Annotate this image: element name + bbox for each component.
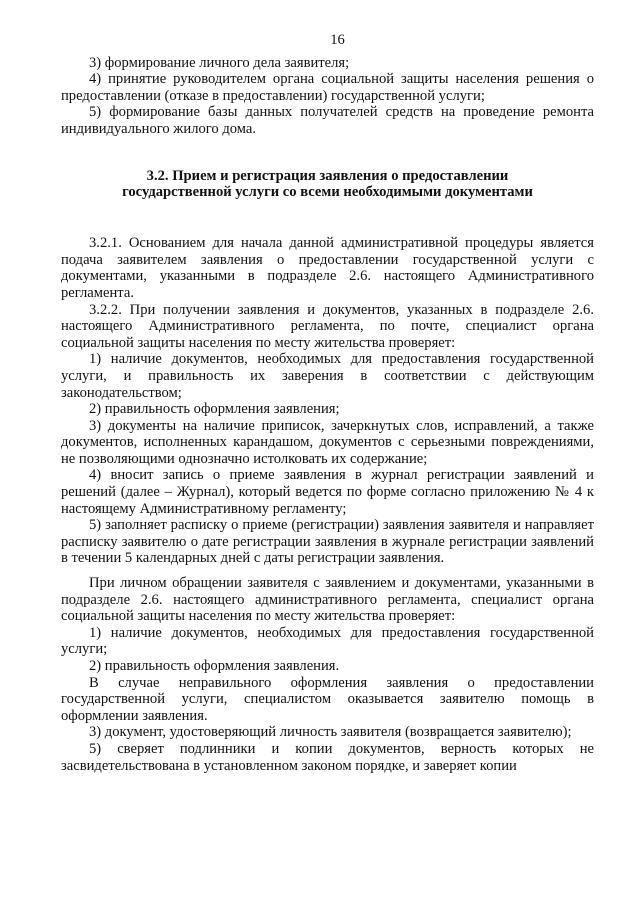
- mail-check-item-2: 2) правильность оформления заявления;: [89, 401, 340, 418]
- mail-check-item-4: 4) вносит запись о приеме заявления в журнал регистрации заявлений и решений (далее – Журнал), который ведется по форме согласно приложению № 4 к настоящему Административному регламенту;: [61, 467, 594, 517]
- section-heading-line-1: 3.2. Прием и регистрация заявления о предоставлении: [146, 167, 509, 184]
- page-number: 16: [330, 32, 345, 48]
- visit-check-item-5: 5) сверяет подлинники и копии документов, верность которых не засвидетельствована в установленном законом порядке, и заверяет копии: [61, 740, 594, 774]
- mail-check-item-5: 5) заполняет расписку о приеме (регистрации) заявления заявителя и направляет расписку заявителю о дате регистрации заявления в журнале регистрации заявлений в течении 5 календарных дней с даты регистрации заявления.: [61, 517, 594, 567]
- section-heading: [61, 168, 594, 202]
- personal-visit-paragraph: При личном обращении заявителя с заявлением и документами, указанными в подразделе 2.6. настоящего административного регламента, специалист органа социальной защиты населения по месту жительства проверяет:: [61, 575, 594, 625]
- intro-item-5: 5) формирование базы данных получателей средств на проведение ремонта индивидуального жилого дома.: [61, 104, 594, 137]
- intro-item-4: 4) принятие руководителем органа социальной защиты населения решения о предоставлении (отказе в предоставлении) государственной услуги;: [61, 71, 594, 104]
- paragraph-3-2-2: 3.2.2. При получении заявления и документов, указанных в подразделе 2.6. настоящего Административного регламента, по почте, специалист органа социальной защиты населения по месту жительства проверяет:: [61, 301, 594, 351]
- mail-check-item-3: 3) документы на наличие приписок, зачеркнутых слов, исправлений, а также документов, исполненных карандашом, документов с серьезными повреждениями, не позволяющими однозначно истолковать их содержание;: [61, 417, 594, 467]
- paragraph-spacer: [61, 567, 594, 575]
- heading-spacer: [61, 201, 594, 235]
- visit-check-item-1: 1) наличие документов, необходимых для предоставления государственной услуги;: [61, 624, 594, 658]
- visit-check-item-2: 2) правильность оформления заявления.: [89, 658, 340, 674]
- mail-check-item-1: 1) наличие документов, необходимых для предоставления государственной услуги, и правильность их заверения в соответствии с действующим законодательством;: [61, 351, 594, 401]
- section-heading-line-2: государственной услуги со всеми необходимыми документами: [122, 184, 533, 201]
- intro-item-3: 3) формирование личного дела заявителя;: [89, 54, 350, 71]
- document-page: [61, 32, 594, 774]
- visit-check-item-3: 3) документ, удостоверяющий личность заявителя (возвращается заявителю);: [89, 724, 572, 741]
- incorrect-form-paragraph: В случае неправильного оформления заявления о предоставлении государственной услуги, специалистом оказывается заявителю помощь в оформлении заявления.: [61, 674, 594, 724]
- paragraph-3-2-1: 3.2.1. Основанием для начала данной административной процедуры является подача заявителем заявления о предоставлении государственной услуги с документами, указанными в подразделе 2.6. настоящего Административного регламента.: [61, 235, 594, 301]
